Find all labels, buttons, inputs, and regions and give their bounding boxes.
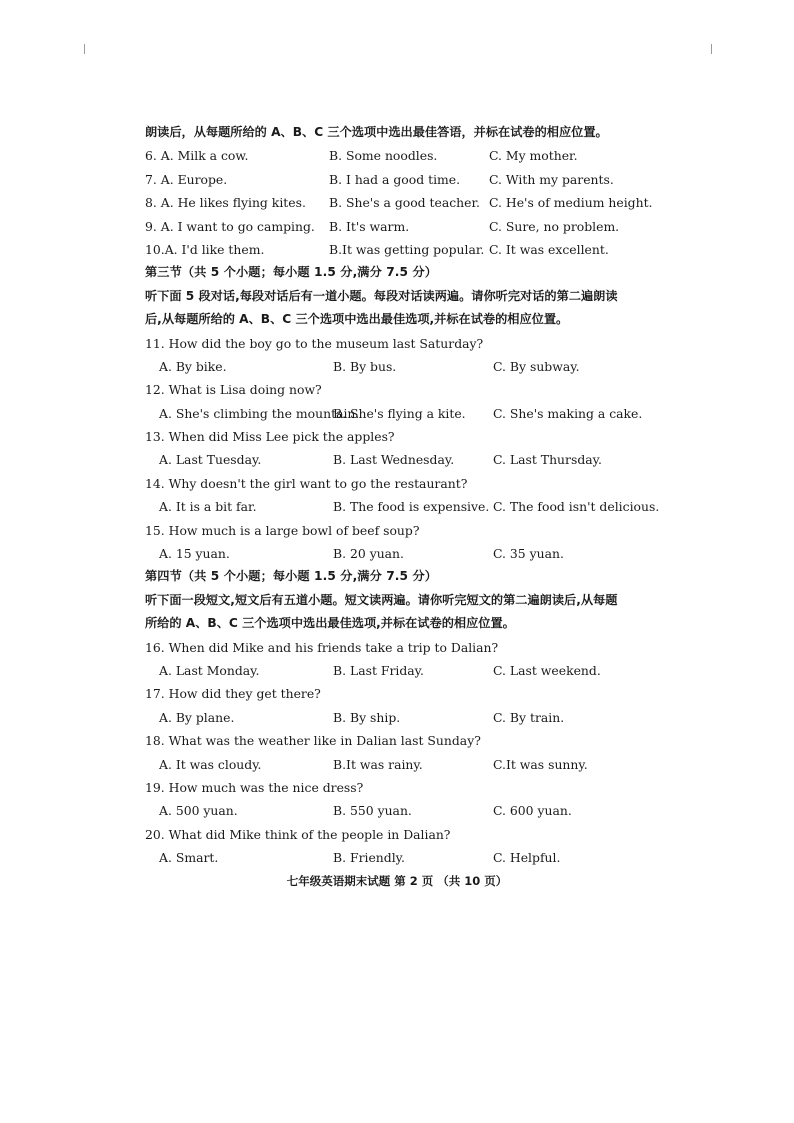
question-row bbox=[145, 168, 665, 191]
section3-instruction-2: 后,从每题所给的 A、B、C 三个选项中选出最佳选项,并标在试卷的相应位置。 bbox=[145, 312, 569, 327]
option-c: C. Last Thursday. bbox=[493, 452, 602, 468]
page-footer: 七年级英语期末试题 第 2 页 （共 10 页） bbox=[286, 874, 508, 888]
option-b: B. By ship. bbox=[333, 709, 401, 725]
option-b: B.It was rainy. bbox=[333, 756, 423, 772]
question-stem: 19. How much was the nice dress? bbox=[145, 779, 364, 795]
option-c: C. He's of medium height. bbox=[489, 195, 653, 211]
option-a: 10.A. I'd like them. bbox=[145, 241, 265, 257]
option-a: 9. A. I want to go camping. bbox=[145, 218, 315, 234]
question-options bbox=[145, 846, 665, 869]
question-stem: 17. How did they get there? bbox=[145, 686, 321, 702]
option-b: B. She's flying a kite. bbox=[333, 405, 466, 421]
question-stem: 13. When did Miss Lee pick the apples? bbox=[145, 429, 395, 445]
option-a: 8. A. He likes flying kites. bbox=[145, 195, 306, 211]
option-a: A. 500 yuan. bbox=[159, 803, 238, 819]
question-options bbox=[145, 542, 665, 565]
option-a: A. Smart. bbox=[159, 850, 219, 866]
option-c: C. It was excellent. bbox=[489, 241, 609, 257]
option-b: B. 550 yuan. bbox=[333, 803, 412, 819]
option-b: B. Last Friday. bbox=[333, 662, 424, 678]
question-row bbox=[145, 215, 665, 238]
option-c: C. 600 yuan. bbox=[493, 803, 572, 819]
option-c: C. She's making a cake. bbox=[493, 405, 643, 421]
option-b: B. It's warm. bbox=[329, 218, 410, 234]
question-stem: 14. Why doesn't the girl want to go the restaurant? bbox=[145, 475, 468, 491]
question-stem: 18. What was the weather like in Dalian last Sunday? bbox=[145, 733, 481, 749]
question-options bbox=[145, 753, 665, 776]
option-b: B.It was getting popular. bbox=[329, 241, 485, 257]
option-b: B. By bus. bbox=[333, 358, 397, 374]
crop-mark-right bbox=[711, 44, 712, 54]
question-options bbox=[145, 402, 665, 425]
question-stem: 12. What is Lisa doing now? bbox=[145, 382, 322, 398]
option-c: C. Sure, no problem. bbox=[489, 218, 620, 234]
question-row bbox=[145, 238, 665, 261]
option-a: A. She's climbing the mountain. bbox=[159, 405, 360, 421]
option-a: A. It is a bit far. bbox=[159, 499, 257, 515]
section4-questions bbox=[145, 636, 665, 870]
option-a: 7. A. Europe. bbox=[145, 171, 228, 187]
option-b: B. Friendly. bbox=[333, 850, 405, 866]
option-b: B. 20 yuan. bbox=[333, 546, 404, 562]
section4-heading: 第四节（共 5 个小题；每小题 1.5 分,满分 7.5 分） bbox=[145, 569, 438, 584]
question-row bbox=[145, 191, 665, 214]
question-options bbox=[145, 448, 665, 471]
option-b: B. Last Wednesday. bbox=[333, 452, 455, 468]
section2-intro: 朗读后，从每题所给的 A、B、C 三个选项中选出最佳答语，并标在试卷的相应位置。 bbox=[145, 125, 608, 139]
question-options bbox=[145, 799, 665, 822]
option-a: A. By plane. bbox=[159, 709, 235, 725]
option-b: B. I had a good time. bbox=[329, 171, 461, 187]
option-c: C. With my parents. bbox=[489, 171, 614, 187]
option-c: C. The food isn't delicious. bbox=[493, 499, 660, 515]
section3-heading: 第三节（共 5 个小题；每小题 1.5 分,满分 7.5 分） bbox=[145, 265, 438, 280]
option-c: C.It was sunny. bbox=[493, 756, 588, 772]
question-options bbox=[145, 495, 665, 518]
question-stem: 20. What did Mike think of the people in Dalian? bbox=[145, 826, 451, 842]
option-a: A. Last Tuesday. bbox=[159, 452, 262, 468]
exam-content bbox=[145, 121, 665, 870]
section3-instruction-1: 听下面 5 段对话,每段对话后有一道小题。每段对话读两遍。请你听完对话的第二遍朗读 bbox=[145, 288, 618, 303]
question-options bbox=[145, 706, 665, 729]
option-a: 6. A. Milk a cow. bbox=[145, 148, 249, 164]
option-c: C. Last weekend. bbox=[493, 662, 601, 678]
option-c: C. By subway. bbox=[493, 358, 580, 374]
question-row bbox=[145, 144, 665, 167]
question-stem: 11. How did the boy go to the museum last Saturday? bbox=[145, 335, 484, 351]
option-c: C. By train. bbox=[493, 709, 565, 725]
option-b: B. Some noodles. bbox=[329, 148, 438, 164]
option-a: A. Last Monday. bbox=[159, 662, 260, 678]
question-options bbox=[145, 355, 665, 378]
question-stem: 16. When did Mike and his friends take a trip to Dalian? bbox=[145, 639, 499, 655]
option-b: B. The food is expensive. bbox=[333, 499, 490, 515]
option-a: A. By bike. bbox=[159, 358, 227, 374]
option-c: C. Helpful. bbox=[493, 850, 561, 866]
section2-questions bbox=[145, 144, 665, 261]
option-c: C. 35 yuan. bbox=[493, 546, 564, 562]
option-b: B. She's a good teacher. bbox=[329, 195, 480, 211]
crop-mark-left bbox=[84, 44, 85, 54]
section3-questions bbox=[145, 332, 665, 566]
option-a: A. It was cloudy. bbox=[159, 756, 262, 772]
section4-instruction-2: 所给的 A、B、C 三个选项中选出最佳选项,并标在试卷的相应位置。 bbox=[145, 616, 515, 631]
option-c: C. My mother. bbox=[489, 148, 578, 164]
option-a: A. 15 yuan. bbox=[159, 546, 230, 562]
question-options bbox=[145, 659, 665, 682]
section4-instruction-1: 听下面一段短文,短文后有五道小题。短文读两遍。请你听完短文的第二遍朗读后,从每题 bbox=[145, 592, 618, 607]
question-stem: 15. How much is a large bowl of beef soup? bbox=[145, 522, 420, 538]
